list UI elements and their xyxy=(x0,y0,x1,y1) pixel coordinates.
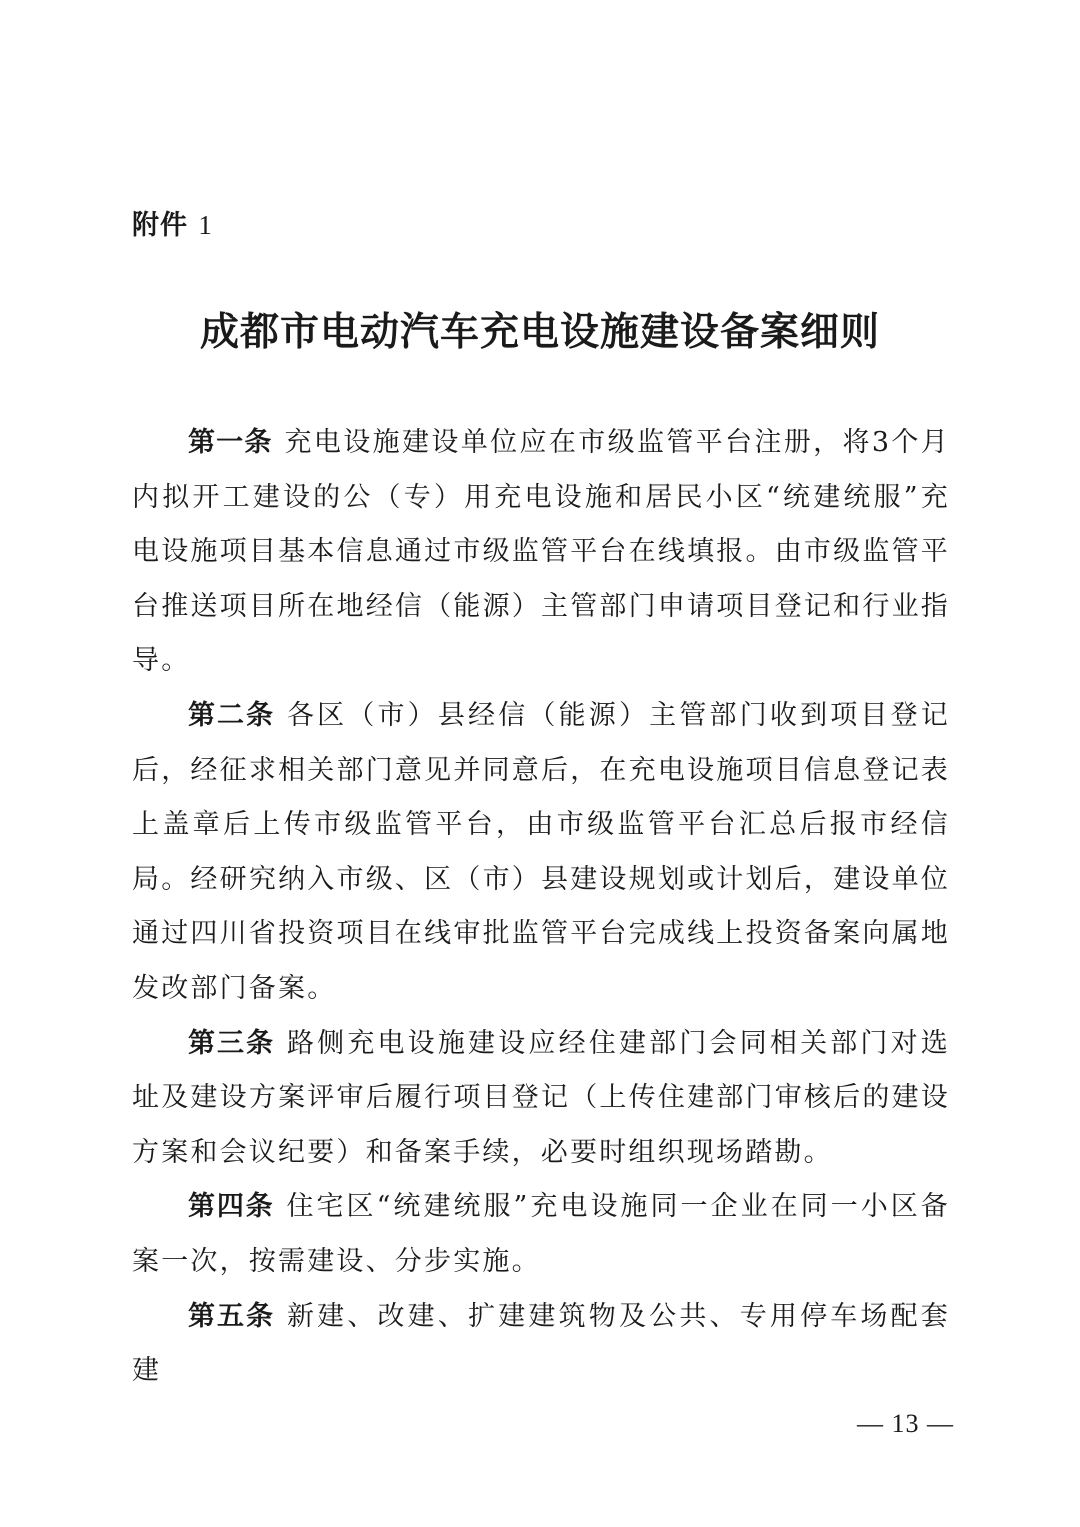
attachment-number: 1 xyxy=(198,210,213,240)
article-2-text: 各区（市）县经信（能源）主管部门收到项目登记后，经征求相关部门意见并同意后，在充电设施项目信息登记表上盖章后上传市级监管平台，由市级监管平台汇总后报市经信局。经研究纳入市级、区（市）县建设规划或计划后，建设单位通过四川省投资项目在线审批监管平台完成线上投资备案向属地发改部门备案。 xyxy=(132,699,950,1004)
article-1-heading: 第一条 xyxy=(188,427,273,458)
article-2 xyxy=(132,689,950,1017)
attachment-label xyxy=(132,205,213,246)
article-5-text: 新建、改建、扩建建筑物及公共、专用停车场配套建 xyxy=(132,1300,950,1387)
article-5-heading: 第五条 xyxy=(188,1300,275,1332)
article-3 xyxy=(132,1017,950,1181)
article-1 xyxy=(132,416,950,689)
page-number: — 13 — xyxy=(857,1409,954,1438)
document-title: 成都市电动汽车充电设施建设备案细则 xyxy=(199,309,880,355)
article-3-heading: 第三条 xyxy=(188,1027,275,1059)
article-4 xyxy=(132,1180,950,1289)
article-3-text: 路侧充电设施建设应经住建部门会同相关部门对选址及建设方案评审后履行项目登记（上传住建部门审核后的建设方案和会议纪要）和备案手续，必要时组织现场踏勘。 xyxy=(132,1027,950,1168)
attachment-label-text: 附件 xyxy=(132,210,188,241)
article-5 xyxy=(132,1290,950,1399)
article-4-heading: 第四条 xyxy=(188,1191,275,1223)
document-body xyxy=(132,416,950,1399)
article-4-text: 住宅区“统建统服”充电设施同一企业在同一小区备案一次，按需建设、分步实施。 xyxy=(132,1191,950,1277)
article-2-heading: 第二条 xyxy=(188,699,275,731)
article-1-text: 充电设施建设单位应在市级监管平台注册，将3个月内拟开工建设的公（专）用充电设施和居民小区“统建统服”充电设施项目基本信息通过市级监管平台在线填报。由市级监管平台推送项目所在地经信（能源）主管部门申请项目登记和行业指导。 xyxy=(132,427,951,677)
